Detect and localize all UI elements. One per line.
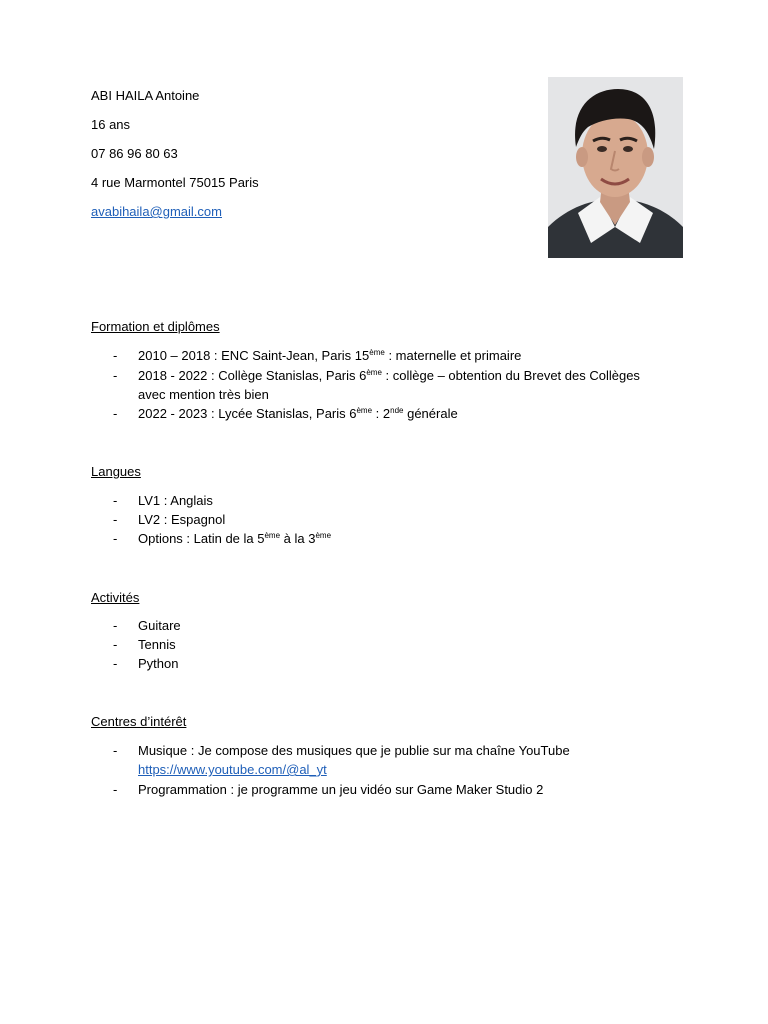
interet-item-2: Programmation : je programme un jeu vidéo sur Game Maker Studio 2: [138, 782, 544, 797]
phone: 07 86 96 80 63: [91, 146, 178, 161]
interets-title: Centres d’intérêt: [91, 714, 187, 729]
bullet: -: [113, 656, 118, 671]
bullet: -: [113, 743, 118, 758]
bullet: -: [113, 493, 118, 508]
formation-item-3: 2022 - 2023 : Lycée Stanislas, Paris 6ème : 2nde générale: [138, 406, 458, 421]
bullet: -: [113, 348, 118, 363]
activite-item-3: Python: [138, 656, 179, 671]
activites-title: Activités: [91, 590, 140, 605]
profile-photo: [548, 77, 683, 258]
langues-title: Langues: [91, 464, 141, 479]
langue-item-1: LV1 : Anglais: [138, 493, 213, 508]
activite-item-2: Tennis: [138, 637, 176, 652]
formation-item-2-continued: avec mention très bien: [138, 387, 269, 402]
bullet: -: [113, 531, 118, 546]
bullet: -: [113, 512, 118, 527]
address: 4 rue Marmontel 75015 Paris: [91, 175, 259, 190]
name: ABI HAILA Antoine: [91, 88, 200, 103]
langue-item-2: LV2 : Espagnol: [138, 512, 226, 527]
bullet: -: [113, 782, 118, 797]
formation-item-1: 2010 – 2018 : ENC Saint-Jean, Paris 15ème : maternelle et primaire: [138, 348, 522, 363]
interet-item-1: Musique : Je compose des musiques que je publie sur ma chaîne YouTube: [138, 743, 570, 758]
youtube-link[interactable]: https://www.youtube.com/@al_yt: [138, 762, 327, 777]
langue-item-3: Options : Latin de la 5ème à la 3ème: [138, 531, 332, 546]
bullet: -: [113, 406, 118, 421]
activite-item-1: Guitare: [138, 618, 181, 633]
email-link[interactable]: avabihaila@gmail.com: [91, 204, 222, 219]
age: 16 ans: [91, 117, 131, 132]
formation-item-2: 2018 - 2022 : Collège Stanislas, Paris 6ème : collège – obtention du Brevet des Collèges: [138, 368, 640, 383]
bullet: -: [113, 637, 118, 652]
bullet: -: [113, 618, 118, 633]
formation-title: Formation et diplômes: [91, 319, 220, 334]
bullet: -: [113, 368, 118, 383]
